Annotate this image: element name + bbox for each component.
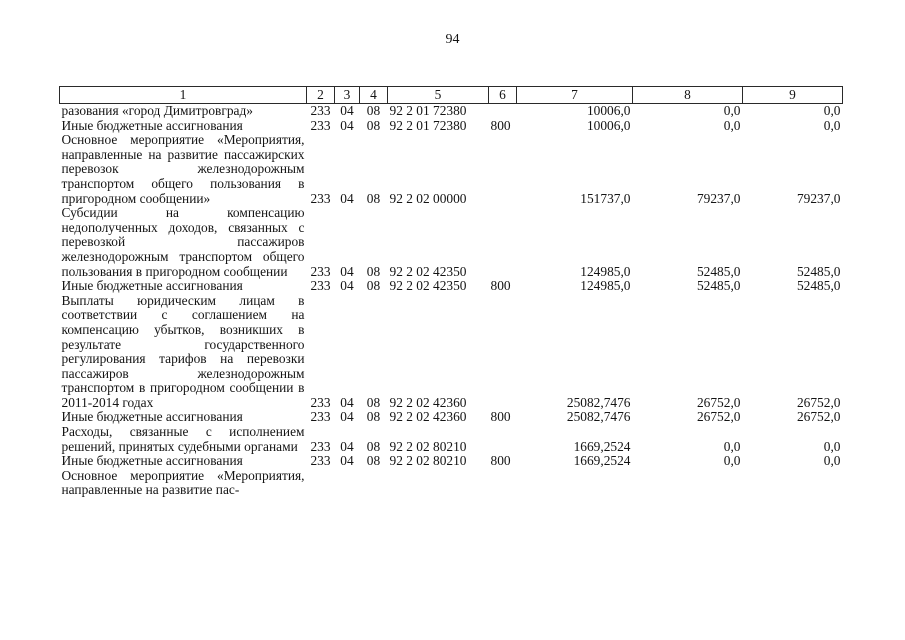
row-code-type bbox=[489, 133, 517, 206]
table-row bbox=[60, 206, 843, 279]
row-code-ministry: 233 bbox=[310, 409, 331, 425]
row-code-subsection: 08 bbox=[366, 103, 381, 118]
row-amount-2: 79237,0 bbox=[696, 190, 741, 206]
row-amount-2: 0,0 bbox=[723, 117, 741, 133]
row-name: Основное мероприятие «Мероприятия, направленные на развитие пас- bbox=[61, 467, 305, 498]
row-code-section: 04 bbox=[340, 117, 354, 133]
column-header: 7 bbox=[517, 87, 633, 104]
row-code-type: 800 bbox=[490, 117, 511, 133]
row-code-target: 92 2 01 72380 bbox=[389, 117, 467, 133]
row-code-subsection: 08 bbox=[366, 409, 381, 425]
table-row bbox=[60, 425, 843, 454]
column-header: 9 bbox=[743, 87, 843, 104]
row-code-subsection: 08 bbox=[366, 438, 381, 454]
row-amount-3: 52485,0 bbox=[796, 278, 841, 294]
row-code-ministry: 233 bbox=[310, 103, 331, 118]
row-code-ministry: 233 bbox=[310, 190, 331, 206]
row-code-ministry: 233 bbox=[310, 278, 331, 294]
column-header: 5 bbox=[388, 87, 489, 104]
column-header: 4 bbox=[360, 87, 388, 104]
row-code-subsection bbox=[360, 469, 388, 498]
row-code-section: 04 bbox=[340, 263, 354, 279]
column-header: 1 bbox=[60, 87, 307, 104]
row-code-target: 92 2 01 72380 bbox=[389, 103, 467, 118]
table-row bbox=[60, 454, 843, 469]
row-code-target: 92 2 02 80210 bbox=[389, 438, 467, 454]
row-code-target bbox=[388, 469, 489, 498]
row-code-target: 92 2 02 42350 bbox=[389, 278, 467, 294]
row-code-section: 04 bbox=[340, 278, 354, 294]
row-code-section: 04 bbox=[340, 190, 354, 206]
row-amount-3: 0,0 bbox=[823, 438, 841, 454]
column-header: 8 bbox=[633, 87, 743, 104]
row-name: Иные бюджетные ассигнования bbox=[61, 409, 243, 425]
row-amount-2: 26752,0 bbox=[696, 409, 741, 425]
row-code-type: 800 bbox=[490, 278, 511, 294]
row-name: Основное мероприятие «Мероприятия, направленные на развитие пассажирских перевозок железнодорожным транспортом общего пользования в пригородном сообщении» bbox=[61, 132, 305, 206]
row-amount-3: 0,0 bbox=[823, 117, 841, 133]
row-code-ministry: 233 bbox=[310, 117, 331, 133]
row-amount-1: 1669,2524 bbox=[573, 438, 631, 454]
table-row bbox=[60, 294, 843, 411]
table-header-row bbox=[60, 87, 843, 104]
row-code-type bbox=[489, 104, 517, 119]
row-code-type: 800 bbox=[490, 409, 511, 425]
table-row bbox=[60, 133, 843, 206]
row-name: Расходы, связанные с исполнением решений, принятых судебными органами bbox=[61, 424, 305, 454]
row-code-section: 04 bbox=[340, 453, 354, 469]
row-code-target: 92 2 02 42360 bbox=[389, 394, 467, 410]
row-code-subsection: 08 bbox=[366, 453, 381, 469]
row-code-target: 92 2 02 80210 bbox=[389, 453, 467, 469]
row-code-subsection: 08 bbox=[366, 278, 381, 294]
row-amount-3: 79237,0 bbox=[796, 190, 841, 206]
row-name: Иные бюджетные ассигнования bbox=[61, 453, 243, 469]
row-code-section: 04 bbox=[340, 438, 354, 454]
row-code-ministry: 233 bbox=[310, 394, 331, 410]
row-code-type bbox=[489, 206, 517, 279]
row-name: Выплаты юридическим лицам в соответствии с соглашением на компенсацию убытков, возникших в результате государственного регулирования тарифов на перевозки пассажиров железнодорожным транспортом в пригородном сообщении в 2011-2014 годах bbox=[61, 292, 305, 410]
row-amount-1: 10006,0 bbox=[586, 103, 631, 118]
row-code-section: 04 bbox=[340, 394, 354, 410]
row-amount-3: 52485,0 bbox=[796, 263, 841, 279]
budget-table bbox=[59, 86, 843, 498]
column-header: 3 bbox=[335, 87, 360, 104]
table-row bbox=[60, 279, 843, 294]
row-code-target: 92 2 02 00000 bbox=[389, 190, 467, 206]
row-code-subsection: 08 bbox=[366, 263, 381, 279]
row-amount-3: 0,0 bbox=[823, 103, 841, 118]
row-code-target: 92 2 02 42360 bbox=[389, 409, 467, 425]
row-amount-2: 0,0 bbox=[723, 438, 741, 454]
row-code-ministry: 233 bbox=[310, 453, 331, 469]
row-code-section: 04 bbox=[340, 409, 354, 425]
row-amount-2: 0,0 bbox=[723, 453, 741, 469]
row-amount-1: 124985,0 bbox=[580, 278, 631, 294]
row-amount-2: 52485,0 bbox=[696, 278, 741, 294]
row-name: Иные бюджетные ассигнования bbox=[61, 117, 243, 133]
table-row bbox=[60, 119, 843, 134]
row-amount-2: 52485,0 bbox=[696, 263, 741, 279]
row-code-ministry bbox=[307, 469, 335, 498]
row-code-subsection: 08 bbox=[366, 190, 381, 206]
row-amount-1: 124985,0 bbox=[580, 263, 631, 279]
row-amount-1: 10006,0 bbox=[586, 117, 631, 133]
row-code-section bbox=[335, 469, 360, 498]
row-name: Иные бюджетные ассигнования bbox=[61, 278, 243, 294]
row-name: разования «город Димитровград» bbox=[61, 103, 253, 118]
row-name: Субсидии на компенсацию недополученных доходов, связанных с перевозкой пассажиров железнодорожным транспортом общего пользования в пригородном сообщении bbox=[61, 205, 305, 279]
row-amount-1: 151737,0 bbox=[580, 190, 631, 206]
table-row bbox=[60, 469, 843, 498]
row-code-ministry: 233 bbox=[310, 263, 331, 279]
row-code-type bbox=[489, 469, 517, 498]
row-amount-3: 26752,0 bbox=[796, 394, 841, 410]
row-amount-1 bbox=[517, 469, 633, 498]
column-header: 2 bbox=[307, 87, 335, 104]
row-code-subsection: 08 bbox=[366, 117, 381, 133]
row-amount-1: 25082,7476 bbox=[566, 409, 631, 425]
row-amount-2: 0,0 bbox=[723, 103, 741, 118]
column-header: 6 bbox=[489, 87, 517, 104]
row-amount-1: 25082,7476 bbox=[566, 394, 631, 410]
row-code-target: 92 2 02 42350 bbox=[389, 263, 467, 279]
row-amount-2: 26752,0 bbox=[696, 394, 741, 410]
row-amount-1: 1669,2524 bbox=[573, 453, 631, 469]
row-code-ministry: 233 bbox=[310, 438, 331, 454]
row-amount-3 bbox=[743, 469, 843, 498]
table-row bbox=[60, 104, 843, 119]
row-code-subsection: 08 bbox=[366, 394, 381, 410]
row-code-type bbox=[489, 294, 517, 411]
row-amount-2 bbox=[633, 469, 743, 498]
row-amount-3: 26752,0 bbox=[796, 409, 841, 425]
page-number: 94 bbox=[445, 32, 460, 47]
row-amount-3: 0,0 bbox=[823, 453, 841, 469]
row-code-type: 800 bbox=[490, 453, 511, 469]
table-row bbox=[60, 410, 843, 425]
row-code-type bbox=[489, 425, 517, 454]
row-code-section: 04 bbox=[340, 103, 354, 118]
